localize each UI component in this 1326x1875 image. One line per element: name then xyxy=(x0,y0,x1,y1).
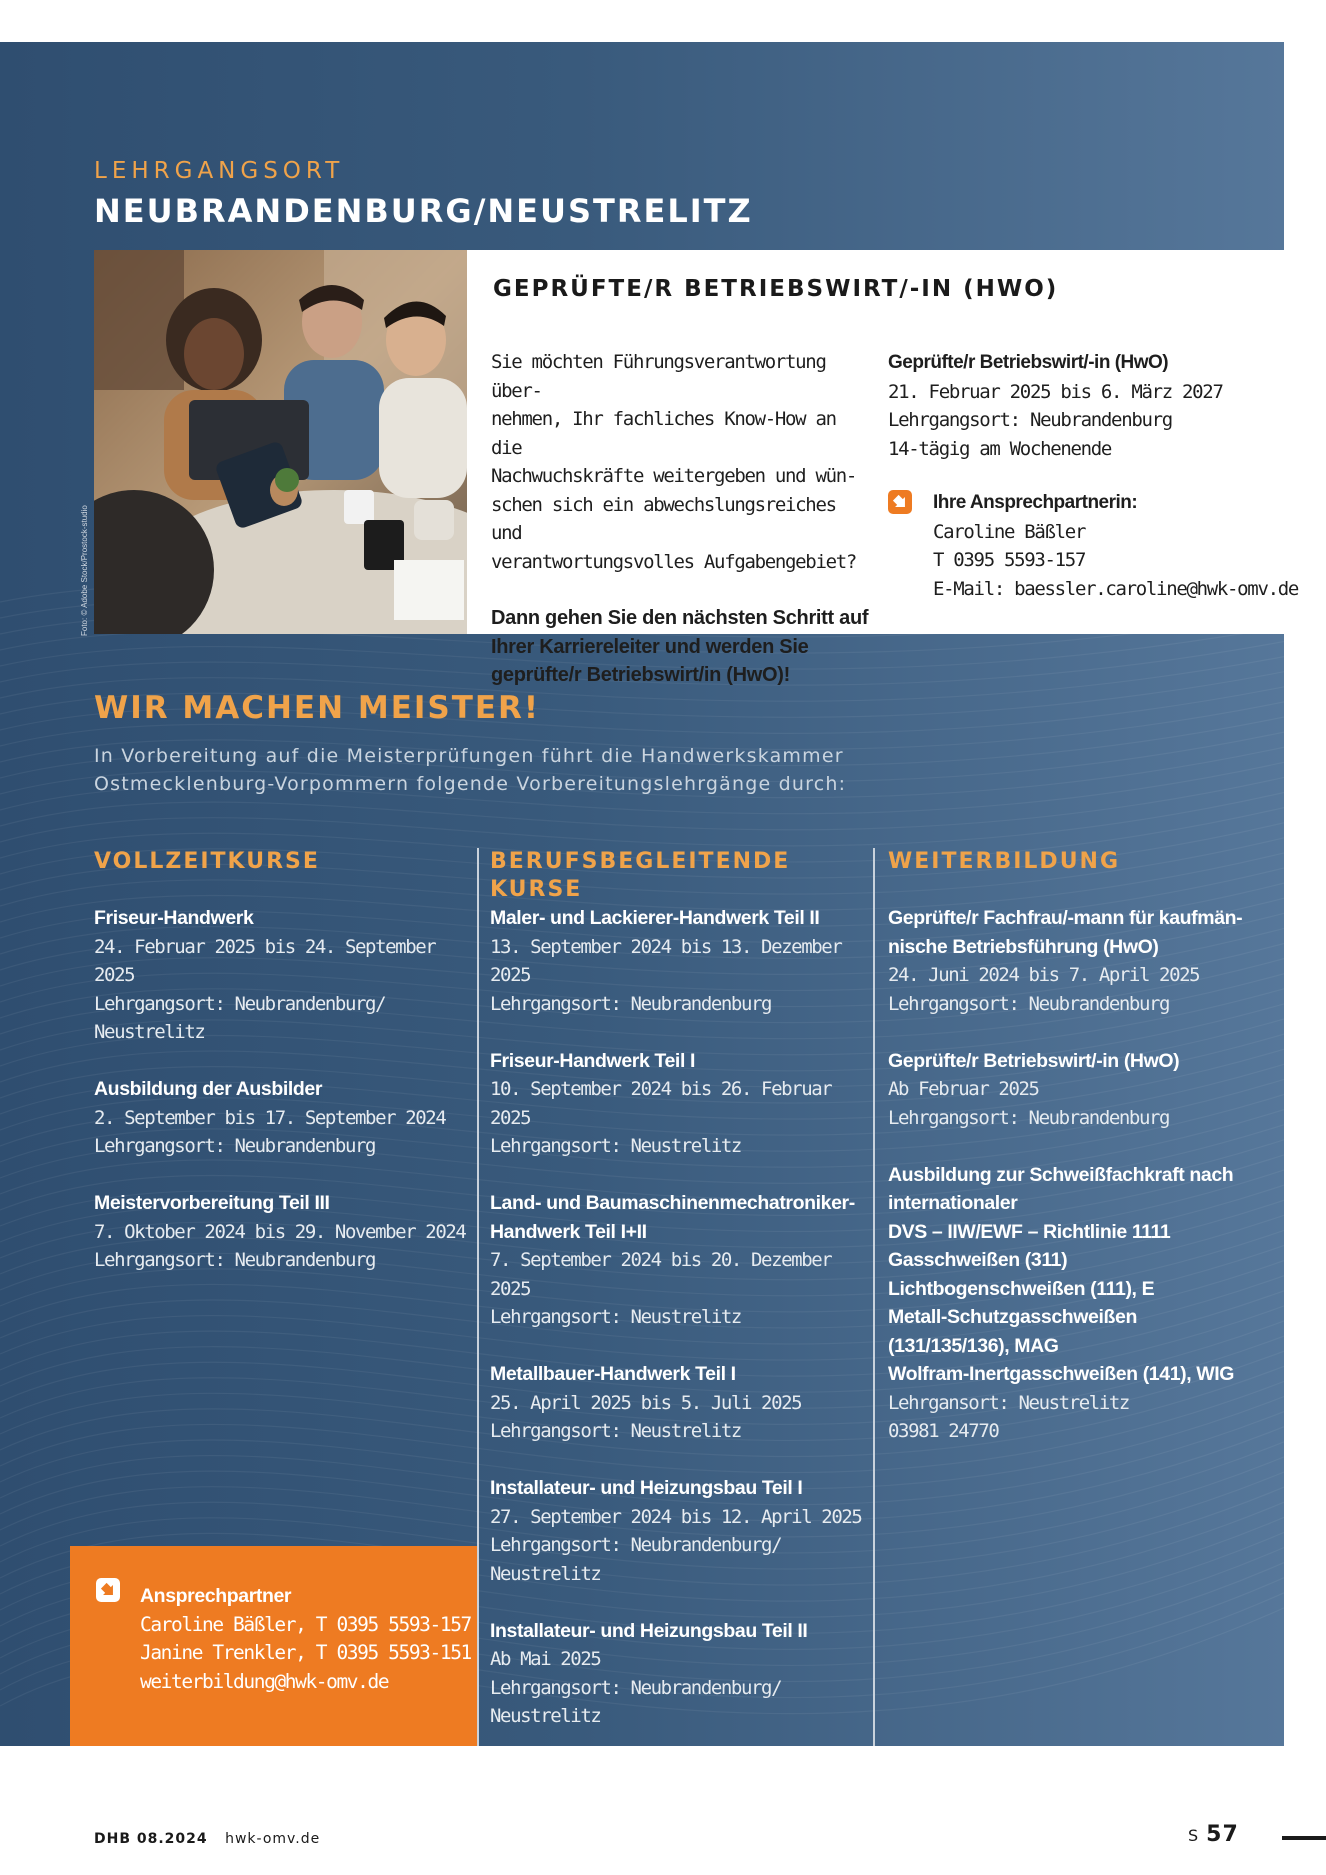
detail-location: Lehrgangsort: Neubrandenburg xyxy=(888,409,1172,431)
course-detail: Lehrgangsort: Neubrandenburg/ xyxy=(94,992,386,1015)
cta-line: Dann gehen Sie den nächsten Schritt auf xyxy=(491,607,869,629)
course-name: Metallbauer-Handwerk Teil I xyxy=(490,1363,736,1385)
course-name: Land- und Baumaschinenmechatroniker- xyxy=(490,1192,855,1214)
course-detail: 7. September 2024 bis 20. Dezember 2025 xyxy=(490,1249,832,1300)
course-item xyxy=(94,1075,474,1161)
contact-box-email[interactable]: weiterbildung@hwk-omv.de xyxy=(140,1669,389,1693)
course-name: Installateur- und Heizungsbau Teil I xyxy=(490,1477,803,1499)
photo-illustration xyxy=(94,250,467,634)
column-weiterbildung xyxy=(888,848,1273,1474)
meister-intro-line: Ostmecklenburg-Vorpommern folgende Vorbereitungslehrgänge durch: xyxy=(94,773,847,795)
location-title: NEUBRANDENBURG/NEUSTRELITZ xyxy=(94,192,753,230)
intro-line: schen sich ein abwechslungsreiches und xyxy=(491,493,836,544)
course-name: Ausbildung zur Schweißfachkraft nach xyxy=(888,1163,1234,1186)
column-heading-line: KURSE xyxy=(490,877,583,902)
column-heading xyxy=(490,848,870,904)
page-prefix: S xyxy=(1188,1826,1199,1845)
contact-box-line: Caroline Bäßler, T 0395 5593-157 xyxy=(140,1612,471,1636)
course-detail: 7. Oktober 2024 bis 29. November 2024 xyxy=(94,1220,466,1243)
column-berufsbegleitende-kurse xyxy=(490,848,870,1759)
column-divider xyxy=(477,848,479,1746)
course-item xyxy=(490,904,870,1018)
contact-box-label: Ansprechpartner xyxy=(140,1585,292,1607)
course-detail: Lehrgangsort: Neustrelitz xyxy=(490,1306,741,1328)
course-item xyxy=(490,1617,870,1731)
course-name: Ausbildung der Ausbilder xyxy=(94,1078,323,1100)
course-detail: 2. September bis 17. September 2024 xyxy=(94,1106,446,1129)
course-name: Meistervorbereitung Teil III xyxy=(94,1192,330,1214)
section-kicker: LEHRGANGSORT xyxy=(94,158,345,184)
course-detail: 13. September 2024 bis 13. Dezember 2025 xyxy=(490,935,842,986)
course-detail: 24. Juni 2024 bis 7. April 2025 xyxy=(888,964,1200,986)
detail-rhythm: 14-tägig am Wochenende xyxy=(888,437,1112,460)
course-detail: 24. Februar 2025 bis 24. September 2025 xyxy=(94,935,436,986)
course-detail: Ab Februar 2025 xyxy=(888,1078,1039,1100)
course-name: Metall-Schutzgasschweißen xyxy=(888,1306,1137,1328)
course-detail: Lehrgangsort: Neubrandenburg xyxy=(94,1249,376,1271)
contact-label: Ihre Ansprechpartnerin: xyxy=(933,492,1138,513)
course-item xyxy=(94,1189,474,1275)
course-name: Geprüfte/r Fachfrau/-mann für kaufmän- xyxy=(888,907,1243,929)
wave-line xyxy=(0,793,1284,846)
course-name: internationaler xyxy=(888,1192,1018,1214)
course-name: Handwerk Teil I+II xyxy=(490,1220,647,1243)
column-heading-line: VOLLZEITKURSE xyxy=(94,849,320,874)
course-name: DVS – IIW/EWF – Richtlinie 1111 xyxy=(888,1220,1171,1243)
meister-intro-line: In Vorbereitung auf die Meisterprüfungen führt die Handwerkskammer xyxy=(94,745,844,767)
arrow-right-icon xyxy=(888,490,912,514)
column-heading xyxy=(888,848,1273,904)
course-detail: Neustrelitz xyxy=(94,1021,205,1043)
contact-box xyxy=(70,1546,477,1746)
detail-course-name: Geprüfte/r Betriebswirt/-in (HwO) xyxy=(888,352,1169,373)
course-name: Friseur-Handwerk Teil I xyxy=(490,1049,695,1072)
team-meeting-photo xyxy=(94,250,467,634)
course-detail: Neustrelitz xyxy=(490,1705,601,1727)
footer-issue: DHB 08.2024 xyxy=(94,1831,208,1847)
course-name: Gasschweißen (311) xyxy=(888,1249,1068,1271)
contact-name: Caroline Bäßler xyxy=(933,520,1086,543)
meister-title: WIR MACHEN MEISTER! xyxy=(94,690,541,726)
course-item xyxy=(490,1047,870,1161)
contact-box-line: Janine Trenkler, T 0395 5593-151 xyxy=(140,1641,471,1664)
course-name: Installateur- und Heizungsbau Teil II xyxy=(490,1619,808,1642)
course-name: Wolfram-Inertgasschweißen (141), WIG xyxy=(888,1363,1235,1385)
intro-line: nehmen, Ihr fachliches Know-How an die xyxy=(491,408,836,459)
course-item xyxy=(490,1189,870,1332)
feature-details xyxy=(888,348,1278,463)
course-detail: 25. April 2025 bis 5. Juli 2025 xyxy=(490,1391,802,1414)
arrow-right-icon xyxy=(96,1578,120,1602)
page-number xyxy=(1188,1822,1239,1847)
intro-line: Sie möchten Führungsverantwortung über- xyxy=(491,351,826,402)
course-name: nische Betriebsführung (HwO) xyxy=(888,935,1159,958)
course-detail: Neustrelitz xyxy=(490,1562,601,1585)
feature-intro xyxy=(491,348,871,690)
contact-phone: T 0395 5593-157 xyxy=(933,549,1086,571)
footer xyxy=(94,1831,320,1847)
column-vollzeitkurse xyxy=(94,848,474,1303)
photo-credit: Foto: © Adobe Stock/Prostock-studio xyxy=(80,505,89,636)
course-name: Friseur-Handwerk xyxy=(94,907,254,929)
column-divider xyxy=(873,848,875,1746)
course-item xyxy=(94,904,474,1047)
course-name: Lichtbogenschweißen (111), E xyxy=(888,1277,1155,1300)
feature-card xyxy=(94,250,1299,686)
course-detail: Lehrgangsort: Neubrandenburg/ xyxy=(490,1676,782,1699)
course-detail: Lehrgangsort: Neubrandenburg xyxy=(888,992,1170,1015)
course-detail: Lehrgangsort: Neustrelitz xyxy=(490,1135,741,1157)
course-detail: 27. September 2024 bis 12. April 2025 xyxy=(490,1505,862,1528)
course-item xyxy=(888,904,1273,1018)
column-heading-line: WEITERBILDUNG xyxy=(888,849,1121,874)
feature-call-to-action xyxy=(491,604,871,690)
contact-email[interactable]: E-Mail: baessler.caroline@hwk-omv.de xyxy=(933,577,1299,600)
feature-course-title: GEPRÜFTE/R BETRIEBSWIRT/-IN (HWO) xyxy=(493,276,1059,302)
intro-line: Nachwuchskräfte weitergeben und wün- xyxy=(491,465,857,487)
course-detail: Ab Mai 2025 xyxy=(490,1648,601,1670)
course-detail: Lehrgangsort: Neubrandenburg xyxy=(490,992,772,1015)
detail-dates: 21. Februar 2025 bis 6. März 2027 xyxy=(888,380,1223,403)
course-detail: 10. September 2024 bis 26. Februar 2025 xyxy=(490,1078,832,1129)
course-detail: 03981 24770 xyxy=(888,1420,999,1442)
course-detail: Lehrgangsort: Neubrandenburg xyxy=(94,1135,376,1157)
page-number-value: 57 xyxy=(1206,1822,1239,1847)
column-heading xyxy=(94,848,474,904)
cta-line: Ihrer Karriereleiter und werden Sie xyxy=(491,635,809,658)
course-item xyxy=(888,1047,1273,1133)
column-heading-line: BERUFSBEGLEITENDE xyxy=(490,849,791,874)
course-name: Geprüfte/r Betriebswirt/-in (HwO) xyxy=(888,1049,1180,1072)
footer-site[interactable]: hwk-omv.de xyxy=(225,1831,321,1847)
course-item xyxy=(490,1360,870,1446)
course-detail: Lehrgangsort: Neustrelitz xyxy=(490,1420,741,1442)
meister-intro xyxy=(94,742,954,798)
intro-line: verantwortungsvolles Aufgabengebiet? xyxy=(491,550,857,573)
course-detail: Lehrgansort: Neustrelitz xyxy=(888,1391,1129,1414)
course-item xyxy=(888,1161,1273,1446)
course-item xyxy=(490,1474,870,1588)
course-name: (131/135/136), MAG xyxy=(888,1334,1059,1357)
course-detail: Lehrgangsort: Neubrandenburg xyxy=(888,1106,1170,1129)
course-name: Maler- und Lackierer-Handwerk Teil II xyxy=(490,907,820,929)
course-detail: Lehrgangsort: Neubrandenburg/ xyxy=(490,1534,782,1556)
cta-line: geprüfte/r Betriebswirt/in (HwO)! xyxy=(491,664,791,686)
footer-bar xyxy=(1282,1836,1326,1840)
